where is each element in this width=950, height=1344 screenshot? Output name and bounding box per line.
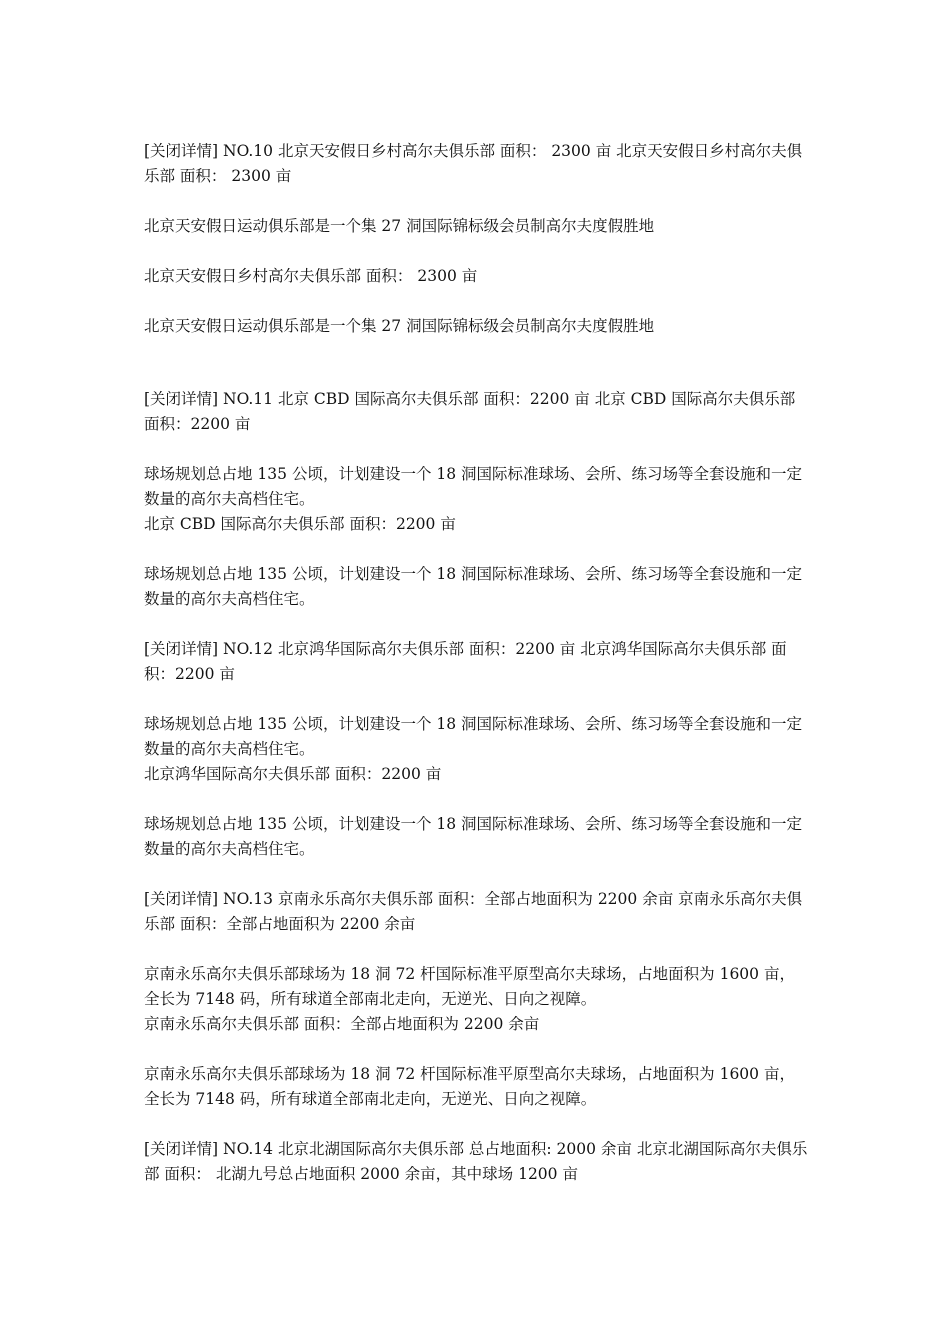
paragraph-no11-description: 球场规划总占地 135 公顷，计划建设一个 18 洞国际标准球场、会所、练习场等全套设施和一定数量的高尔夫高档住宅。: [144, 465, 803, 508]
paragraph-no13-subheading: 京南永乐高尔夫俱乐部 面积：全部占地面积为 2200 余亩: [144, 1015, 540, 1033]
paragraph-no13-description: 京南永乐高尔夫俱乐部球场为 18 洞 72 杆国际标准平原型高尔夫球场，占地面积为 1600 亩，全长为 7148 码，所有球道全部南北走向，无逆光、日向之视障。: [144, 965, 795, 1008]
document-page: [144, 139, 810, 1187]
paragraph-no11-description-repeat: 球场规划总占地 135 公顷，计划建设一个 18 洞国际标准球场、会所、练习场等全套设施和一定数量的高尔夫高档住宅。: [144, 565, 803, 608]
paragraph-no12-heading: [关闭详情] NO.12 北京鸿华国际高尔夫俱乐部 面积：2200 亩 北京鸿华国际高尔夫俱乐部 面积：2200 亩: [144, 640, 787, 683]
paragraph-no12-description-repeat: 球场规划总占地 135 公顷，计划建设一个 18 洞国际标准球场、会所、练习场等全套设施和一定数量的高尔夫高档住宅。: [144, 815, 803, 858]
paragraph-no13-description-repeat: 京南永乐高尔夫俱乐部球场为 18 洞 72 杆国际标准平原型高尔夫球场，占地面积为 1600 亩，全长为 7148 码，所有球道全部南北走向，无逆光、日向之视障。: [144, 1065, 795, 1108]
paragraph-no11-heading: [关闭详情] NO.11 北京 CBD 国际高尔夫俱乐部 面积：2200 亩 北京 CBD 国际高尔夫俱乐部 面积：2200 亩: [144, 390, 796, 433]
paragraph-no10-heading: [关闭详情] NO.10 北京天安假日乡村高尔夫俱乐部 面积： 2300 亩 北京天安假日乡村高尔夫俱乐部 面积： 2300 亩: [144, 142, 803, 185]
paragraph-no12-description: 球场规划总占地 135 公顷，计划建设一个 18 洞国际标准球场、会所、练习场等全套设施和一定数量的高尔夫高档住宅。: [144, 715, 803, 758]
paragraph-no13-heading: [关闭详情] NO.13 京南永乐高尔夫俱乐部 面积：全部占地面积为 2200 余亩 京南永乐高尔夫俱乐部 面积：全部占地面积为 2200 余亩: [144, 890, 803, 933]
paragraph-no11-subheading: 北京 CBD 国际高尔夫俱乐部 面积：2200 亩: [144, 515, 456, 533]
paragraph-no10-description: 北京天安假日运动俱乐部是一个集 27 洞国际锦标级会员制高尔夫度假胜地: [144, 217, 655, 235]
paragraph-no10-description-repeat: 北京天安假日运动俱乐部是一个集 27 洞国际锦标级会员制高尔夫度假胜地: [144, 317, 655, 335]
paragraph-no12-subheading: 北京鸿华国际高尔夫俱乐部 面积：2200 亩: [144, 765, 442, 783]
paragraph-no10-subheading: 北京天安假日乡村高尔夫俱乐部 面积： 2300 亩: [144, 267, 478, 285]
paragraph-no14-heading: [关闭详情] NO.14 北京北湖国际高尔夫俱乐部 总占地面积: 2000 余亩 北京北湖国际高尔夫俱乐部 面积： 北湖九号总占地面积 2000 余亩，其中球场 1200 亩: [144, 1140, 808, 1183]
